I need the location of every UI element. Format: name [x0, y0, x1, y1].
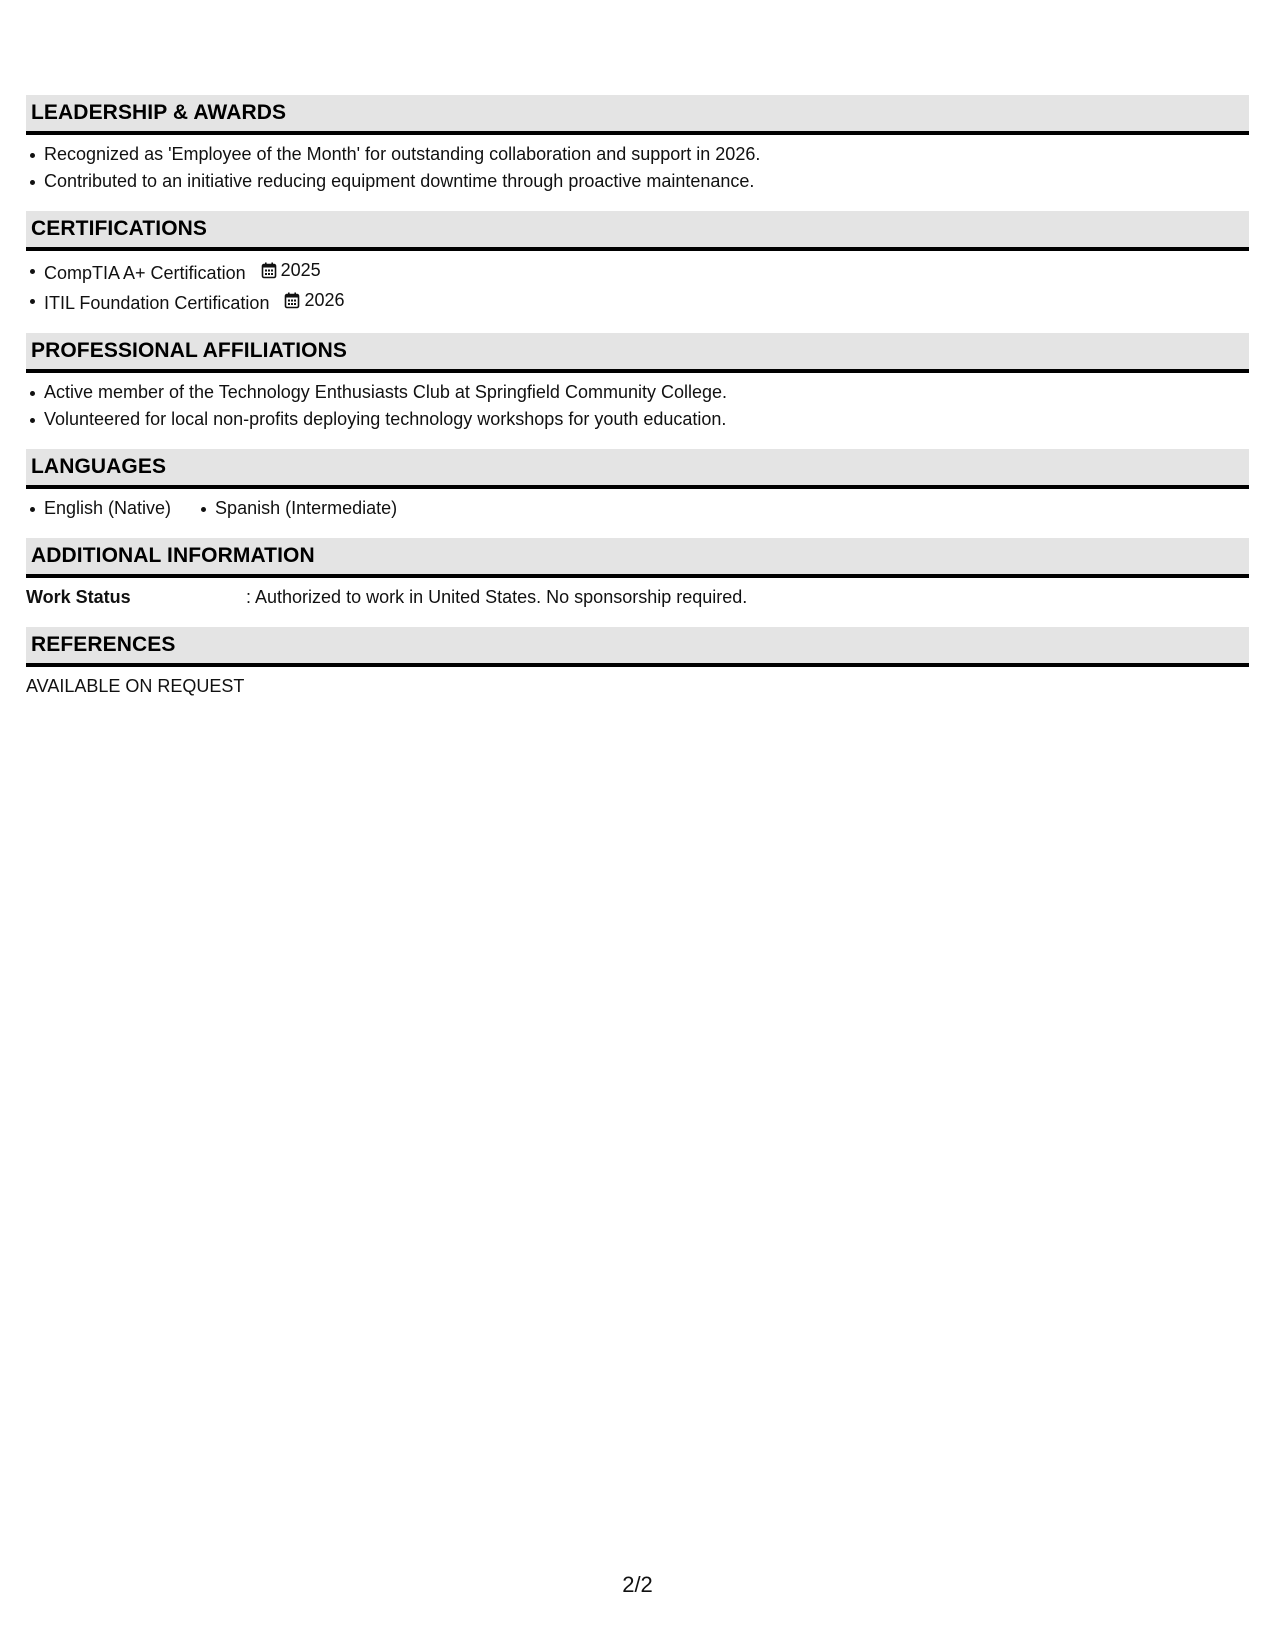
affiliations-list	[26, 379, 1249, 433]
list-item: Contributed to an initiative reducing equipment downtime through proactive maintenance.	[44, 168, 1249, 195]
awards-list	[26, 141, 1249, 195]
section-title: REFERENCES	[31, 633, 176, 656]
certification-name: CompTIA A+ Certification	[44, 263, 246, 283]
resume-page	[26, 95, 1249, 716]
certification-date	[261, 257, 321, 284]
section-title: ADDITIONAL INFORMATION	[31, 544, 315, 567]
section-header	[26, 95, 1249, 135]
work-status-label: Work Status	[26, 587, 131, 607]
list-item	[44, 287, 1249, 317]
section-languages	[26, 449, 1249, 522]
section-title: LANGUAGES	[31, 455, 167, 478]
certification-name: ITIL Foundation Certification	[44, 293, 270, 313]
languages-list	[26, 495, 1249, 522]
calendar-icon	[284, 292, 300, 309]
certifications-list	[26, 257, 1249, 317]
section-header	[26, 538, 1249, 578]
references-text: AVAILABLE ON REQUEST	[26, 676, 245, 696]
section-header	[26, 627, 1249, 667]
list-item: Active member of the Technology Enthusiasts Club at Springfield Community College.	[44, 379, 1249, 406]
section-header	[26, 333, 1249, 373]
certification-date	[284, 287, 344, 314]
certification-year: 2026	[304, 290, 345, 310]
certification-year: 2025	[280, 260, 321, 280]
section-additional-information	[26, 538, 1249, 611]
list-item	[44, 257, 1249, 287]
language-item: English (Native)	[44, 495, 171, 522]
section-title: PROFESSIONAL AFFILIATIONS	[31, 339, 347, 362]
list-item: Volunteered for local non-profits deploying technology workshops for youth education.	[44, 406, 1249, 433]
section-title: LEADERSHIP & AWARDS	[31, 101, 287, 124]
section-certifications	[26, 211, 1249, 317]
section-professional-affiliations	[26, 333, 1249, 433]
page-number: 2/2	[622, 1572, 653, 1597]
section-header	[26, 211, 1249, 251]
section-references	[26, 627, 1249, 700]
work-status-row	[26, 584, 1249, 611]
calendar-icon	[261, 262, 277, 279]
section-header	[26, 449, 1249, 489]
list-item: Recognized as 'Employee of the Month' for outstanding collaboration and support in 2026.	[44, 141, 1249, 168]
section-leadership-awards	[26, 95, 1249, 195]
work-status-value: : Authorized to work in United States. No sponsorship required.	[246, 587, 748, 607]
section-title: CERTIFICATIONS	[31, 217, 208, 240]
language-item: Spanish (Intermediate)	[215, 495, 397, 522]
